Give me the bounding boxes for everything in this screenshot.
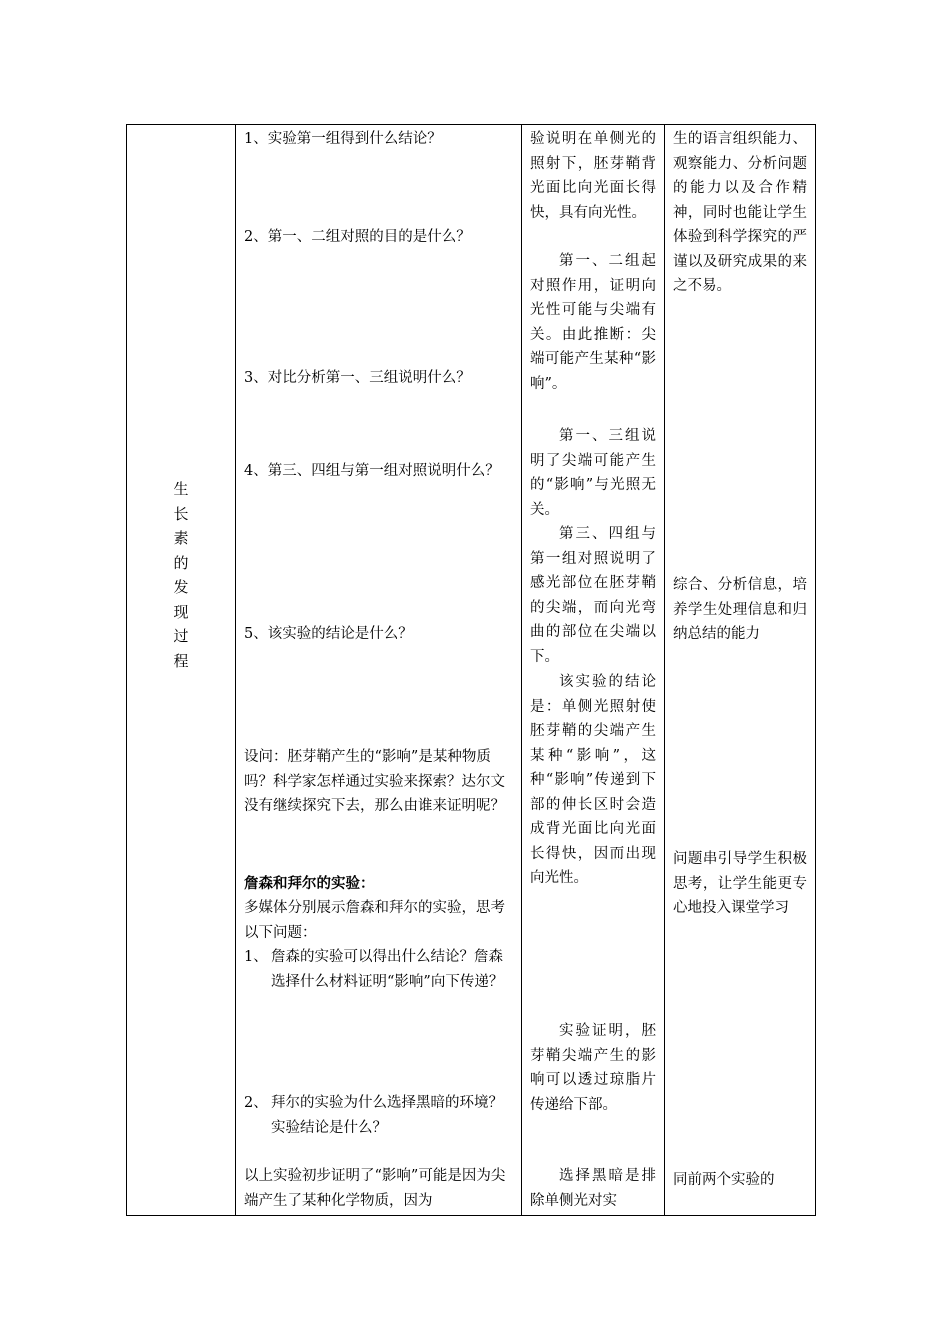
question-1: 1、实验第一组得到什么结论？: [244, 131, 442, 147]
section-char: 生: [173, 480, 189, 498]
table-row: [127, 125, 816, 1216]
list-text: 拜尔的实验为什么选择黑暗的环境？实验结论是什么？: [271, 1095, 503, 1136]
question-3: 3、对比分析第一、三组说明什么？: [244, 370, 471, 386]
section-char: 的: [173, 553, 189, 572]
question-2: 2、第一、二组对照的目的是什么？: [244, 229, 471, 245]
answer-7: 选择黑暗是排除单侧光对实: [530, 1168, 656, 1209]
inquiry-prompt: 设问：胚芽鞘产生的“影响”是某种物质吗？科学家怎样通过实验来探索？达尔文没有继续探究下去，那么由谁来证明呢？: [244, 749, 505, 814]
section-char: 发: [173, 578, 189, 596]
section-cell: [127, 125, 236, 1216]
answer-4: 第三、四组与第一组对照说明了感光部位在胚芽鞘的尖端，而向光弯曲的部位在尖端以下。: [530, 526, 656, 665]
student-activity-cell: [522, 125, 665, 1216]
section-char: 长: [173, 504, 189, 523]
section-label: [127, 477, 235, 673]
design-intent-cell: [665, 125, 816, 1216]
section-char: 素: [173, 529, 189, 547]
intent-2: 综合、分析信息，培养学生处理信息和归纳总结的能力: [673, 577, 807, 642]
list-number: 1、: [244, 949, 268, 965]
list-item: [244, 1091, 513, 1140]
answer-2: 第一、二组起对照作用，证明向光性可能与尖端有关。由此推断：尖端可能产生某种“影响”。: [530, 253, 656, 392]
section-char: 现: [173, 602, 189, 621]
intent-3: 问题串引导学生积极思考，让学生能更专心地投入课堂学习: [673, 851, 807, 916]
intro-text: 多媒体分别展示詹森和拜尔的实验，思考以下问题：: [244, 900, 505, 941]
closing-text: 以上实验初步证明了“影响”可能是因为尖端产生了某种化学物质，因为: [244, 1168, 506, 1209]
list-item: [244, 945, 513, 994]
question-4: 4、第三、四组与第一组对照说明什么？: [244, 463, 500, 479]
answer-1: 验说明在单侧光的照射下，胚芽鞘背光面比向光面长得快，具有向光性。: [530, 131, 656, 221]
section-char: 过: [173, 627, 189, 645]
section-char: 程: [173, 651, 189, 670]
answer-3: 第一、三组说明了尖端可能产生的“影响”与光照无关。: [530, 428, 656, 518]
question-5: 5、该实验的结论是什么？: [244, 626, 413, 642]
list-text: 詹森的实验可以得出什么结论？詹森选择什么材料证明“影响”向下传递？: [271, 949, 504, 990]
answer-6: 实验证明，胚芽鞘尖端产生的影响可以透过琼脂片传递给下部。: [530, 1023, 656, 1113]
list-number: 2、: [244, 1095, 268, 1111]
section-heading: 詹森和拜尔的实验：: [244, 875, 375, 892]
answer-5: 该实验的结论是：单侧光照射使胚芽鞘的尖端产生某种“影响”，这种“影响”传递到下部的伸长区时会造成背光面比向光面长得快，因而出现向光性。: [530, 674, 656, 886]
intent-4: 同前两个实验的: [673, 1172, 775, 1188]
teacher-activity-cell: [236, 125, 522, 1216]
lesson-plan-table: [126, 124, 816, 1216]
intent-1: 生的语言组织能力、观察能力、分析问题的能力以及合作精神，同时也能让学生体验到科学探究的严谨以及研究成果的来之不易。: [673, 131, 807, 294]
